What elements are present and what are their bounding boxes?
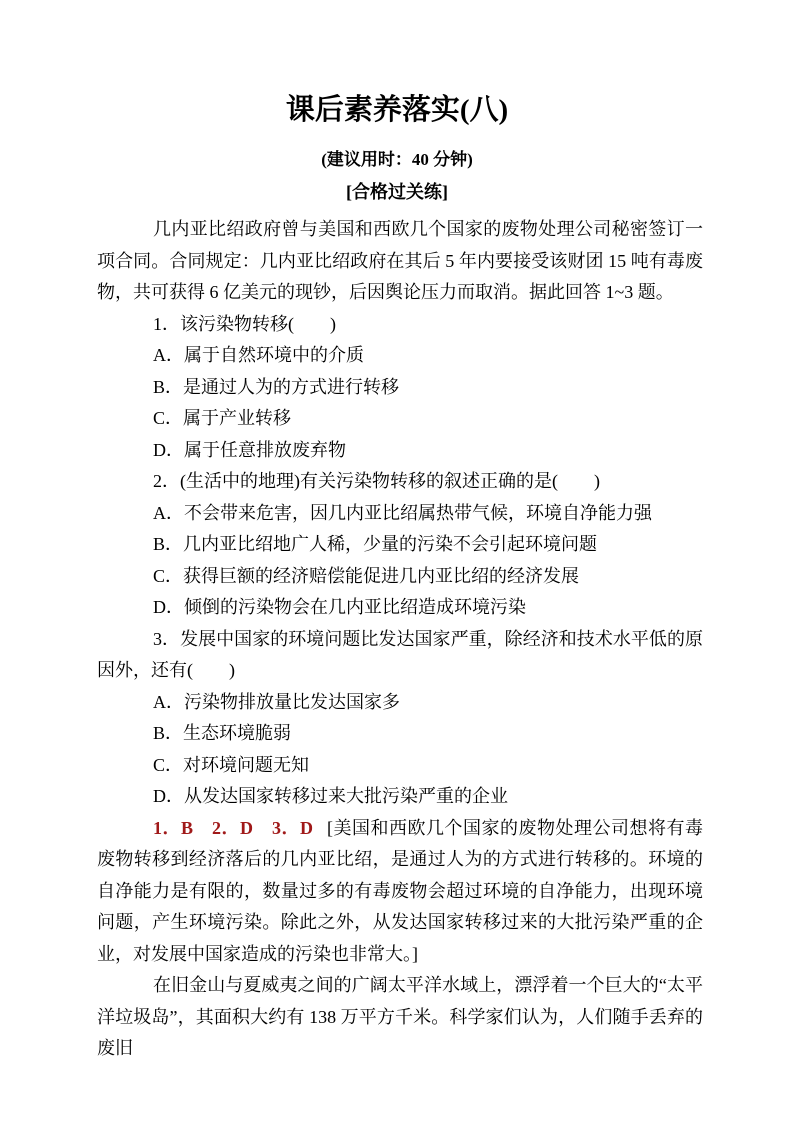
answer-keys: 1．B 2．D 3．D xyxy=(153,817,313,838)
answer-explanation: [美国和西欧几个国家的废物处理公司想将有毒废物转移到经济落后的几内亚比绍，是通过人为的方式进行转移的。环境的自净能力是有限的，数量过多的有毒废物会超过环境的自净能力，出现环境问题，产生环境污染。除此之外，从发达国家转移过来的大批污染严重的企业，对发展中国家造成的污染也非常大。] xyxy=(97,817,703,964)
worksheet-body xyxy=(97,214,703,1065)
option-d: D．倾倒的污染物会在几内亚比绍造成环境污染 xyxy=(153,597,526,617)
question-stem: 3．发展中国家的环境问题比发达国家严重，除经济和技术水平低的原因外，还有( ) xyxy=(97,628,703,680)
option-d: D．属于任意排放废弃物 xyxy=(153,439,346,460)
option-a: A．污染物排放量比发达国家多 xyxy=(153,691,400,712)
answer-paragraph xyxy=(97,813,703,971)
suggested-time-note: (建议用时：40 分钟) xyxy=(321,150,473,169)
option-c: C．获得巨额的经济赔偿能促进几内亚比绍的经济发展 xyxy=(153,565,580,586)
question-block-3 xyxy=(97,624,703,813)
option-a: A．属于自然环境中的介质 xyxy=(153,345,364,365)
section-header: [合格过关练] xyxy=(346,182,448,202)
question-block-2 xyxy=(97,466,703,624)
option-a: A．不会带来危害，因几内亚比绍属热带气候，环境自净能力强 xyxy=(153,502,652,523)
option-b: B．几内亚比绍地广人稀，少量的污染不会引起环境问题 xyxy=(153,534,598,554)
option-b: B．生态环境脆弱 xyxy=(153,723,292,743)
option-b: B．是通过人为的方式进行转移 xyxy=(153,376,400,397)
question-stem: 1．该污染物转移( ) xyxy=(153,313,336,334)
question-block-1 xyxy=(97,309,703,467)
option-d: D．从发达国家转移过来大批污染严重的企业 xyxy=(153,786,508,806)
option-c: C．对环境问题无知 xyxy=(153,754,310,775)
intro-paragraph: 几内亚比绍政府曾与美国和西欧几个国家的废物处理公司秘密签订一项合同。合同规定：几内亚比绍政府在其后 5 年内要接受该财团 15 吨有毒废物，共可获得 6 亿美元的现钞，后因舆论压力而取消。据此回答 1~3 题。 xyxy=(97,219,703,302)
next-passage-paragraph: 在旧金山与夏威夷之间的广阔太平洋水域上，漂浮着一个巨大的“太平洋垃圾岛”，其面积大约有 138 万平方千米。科学家们认为，人们随手丢弃的废旧 xyxy=(97,975,703,1058)
option-c: C．属于产业转移 xyxy=(153,408,292,428)
question-stem: 2．(生活中的地理)有关污染物转移的叙述正确的是( ) xyxy=(153,471,600,491)
page-title: 课后素养落实(八) xyxy=(285,94,509,126)
